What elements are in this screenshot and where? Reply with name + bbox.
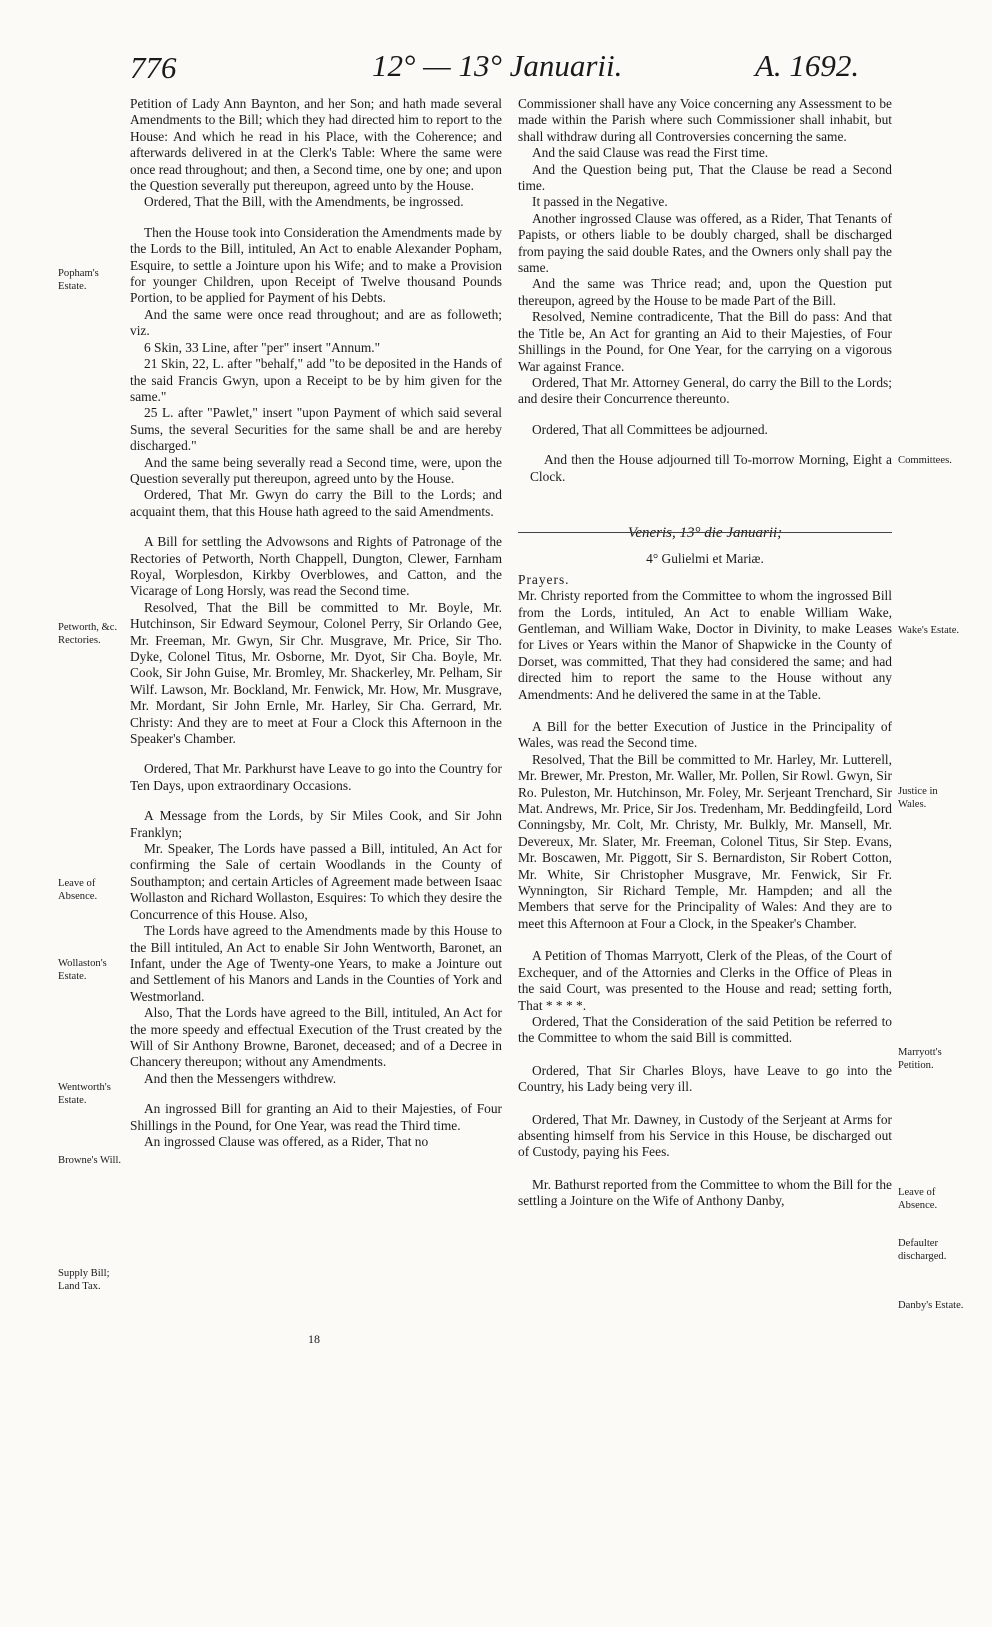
margin-note: Petworth, &c. Rectories.: [58, 622, 118, 646]
paragraph: A Message from the Lords, by Sir Miles Cook, and Sir John Franklyn;: [130, 808, 502, 840]
regnal-year: 4° Gulielmi et Mariæ.: [646, 551, 764, 567]
page-date-heading: 12° — 13° Januarii.: [372, 48, 623, 83]
paragraph: Commissioner shall have any Voice concerning any Assessment to be made within the Parish where such Commissioner shall inhabit, but shall withdraw during all Controversies concerning the same.: [518, 96, 892, 144]
margin-note: Danby's Estate.: [898, 1300, 964, 1311]
paragraph: Resolved, That the Bill be committed to Mr. Harley, Mr. Lutterell, Mr. Brewer, Mr. Preston, Mr. Waller, Mr. Pollen, Sir Rowl. Gwyn, Sir Ro. Puleston, Mr. Hutchinson, Mr. Foley, Mr. Serjeant Trenchard, Sir Mat. Andrews, Mr. Price, Sir Jos. Tredenham, Mr. Beddingfeild, Lord Conningsby, Mr. Colt, Mr. Christy, Mr. Bulkly, Mr. Mansell, Mr. Devereux, Mr. Slater, Mr. Freeman, Colonel Titus, Sir Step. Evans, Mr. Boscawen, Mr. Piggott, Sir S. Bernardiston, Sir Robert Cotton, Mr. White, Sir Christopher Musgrave, Mr. Fenwick, Sir Fr. Wynnington, Sir Richard Temple, Mr. Hampden; and all the Members that serve for the Principality of Wales: And they are to meet this Afternoon at Four a Clock, in the Speaker's Chamber.: [518, 751, 892, 931]
signature-mark: 18: [308, 1332, 320, 1346]
margin-note: Leave of Absence.: [898, 1187, 938, 1211]
paragraph: A Bill for settling the Advowsons and Rights of Patronage of the Rectories of Petworth, North Chappell, Dungton, Clewer, Farnham Royal, Worplesdon, Kirkby Overblowes, and Catton, and the Vicarage of Long Horsly, was read the Second time.: [130, 534, 502, 599]
paragraph: It passed in the Negative.: [532, 194, 668, 210]
paragraph: Mr. Bathurst reported from the Committee to whom the Bill for the settling a Jointure on the Wife of Anthony Danby,: [518, 1176, 892, 1209]
section-divider: [518, 532, 892, 533]
margin-note: Committees.: [898, 455, 952, 466]
margin-note: Wollaston's Estate.: [58, 958, 107, 982]
paragraph: Ordered, That the Bill, with the Amendments, be ingrossed.: [144, 194, 464, 210]
margin-note: Marryott's Petition.: [898, 1047, 942, 1071]
paragraph: And the same was Thrice read; and, upon the Question put thereupon, agreed by the House to be made Part of the Bill.: [518, 276, 892, 308]
paragraph: A Petition of Thomas Marryott, Clerk of the Pleas, of the Court of Exchequer, and of the Attornies and Clerks in the Office of Pleas in the said Court, was presented to the House and read; setting forth, That * * * *.: [518, 948, 892, 1013]
page-number: 776: [130, 50, 177, 85]
prayers-heading: Prayers.: [518, 571, 570, 587]
paragraph: Ordered, That all Committees be adjourned.: [532, 421, 768, 437]
paragraph: Mr. Christy reported from the Committee to whom the ingrossed Bill from the Lords, intituled, An Act to enable William Wake, Gentleman, and William Wake, Doctor in Divinity, to make Leases for Lives or Years within the Manor of Shapwicke in the County of Dorset, was committed, That they had considered the same; and had directed him to report the same to the House without any Amendments: And he delivered the same in at the Table.: [518, 588, 892, 702]
paragraph: 25 L. after "Pawlet," insert "upon Payment of which said several Sums, the several Securities for the same shall be and are hereby discharged.": [130, 405, 502, 454]
paragraph: And the same were once read throughout; and are as followeth; viz.: [130, 306, 502, 339]
paragraph: And the Question being put, That the Clause be read a Second time.: [518, 161, 892, 194]
paragraph: Mr. Speaker, The Lords have passed a Bill, intituled, An Act for confirming the Sale of certain Woodlands in the County of Southampton; and certain Articles of Agreement made between Isaac Wollaston and Richard Wollaston, Esquires: To which they desire the Concurrence of this House. Also,: [130, 841, 502, 922]
paragraph: And then the House adjourned till To-morrow Morning, Eight a Clock.: [530, 452, 892, 484]
paragraph: Ordered, That Mr. Parkhurst have Leave to go into the Country for Ten Days, upon extraordinary Occasions.: [130, 761, 502, 793]
page-year: A. 1692.: [755, 48, 860, 83]
margin-note: Justice in Wales.: [898, 786, 938, 810]
margin-note: Supply Bill; Land Tax.: [58, 1268, 110, 1292]
margin-note: Popham's Estate.: [58, 268, 99, 292]
paragraph: Ordered, That Mr. Attorney General, do carry the Bill to the Lords; and desire their Concurrence thereunto.: [518, 374, 892, 407]
margin-note: Wake's Estate.: [898, 625, 960, 636]
paragraph: Resolved, That the Bill be committed to Mr. Boyle, Mr. Hutchinson, Sir Edward Seymour, Colonel Perry, Sir Orlando Gee, Mr. Freeman, Mr. Gwyn, Sir Chr. Musgrave, Mr. Price, Sir Tho. Dyke, Colonel Titus, Mr. Osborne, Mr. Dyot, Sir Cha. Boyle, Mr. Cook, Sir John Guise, Mr. Bromley, Mr. Shackerley, Mr. Pelham, Sir Wilf. Lawson, Mr. Bockland, Mr. Fenwick, Mr. How, Mr. Musgrave, Mr. Mordant, Sir John Ernle, Mr. Harley, Sir Cha. Gerrard, Mr. Christy: And they are to meet at Four a Clock this Afternoon in the Speaker's Chamber.: [130, 599, 502, 747]
paragraph: Another ingrossed Clause was offered, as a Rider, That Tenants of Papists, or others liable to be doubly charged, shall be discharged from paying the said double Rates, and the Owners only shall pay the same.: [518, 210, 892, 276]
paragraph: Petition of Lady Ann Baynton, and her Son; and hath made several Amendments to the Bill; which they had directed him to report to the House: And which he read in his Place, with the Coherence; and afterwards delivered in at the Clerk's Table: Where the same were once read throughout; and then, a Second time, one by one; and upon the Question severally put thereupon, agreed unto by the House.: [130, 96, 502, 194]
paragraph: Also, That the Lords have agreed to the Bill, intituled, An Act for the more speedy and effectual Execution of the Trust created by the Will of Sir Anthony Browne, Baronet, deceased; and of a Decree in Chancery thereupon; without any Amendments.: [130, 1005, 502, 1070]
paragraph: And then the Messengers withdrew.: [144, 1070, 337, 1086]
paragraph: 21 Skin, 22, L. after "behalf," add "to be deposited in the Hands of the said Francis Gwyn, upon a Receipt to be by him given for the same.": [130, 356, 502, 404]
right-column: [518, 96, 892, 1210]
paragraph: Resolved, Nemine contradicente, That the Bill do pass: And that the Title be, An Act for granting an Aid to their Majesties, of Four Shillings in the Pound, for One Year, for the carrying on a vigorous War against France.: [518, 309, 892, 374]
margin-note: Leave of Absence.: [58, 878, 98, 902]
paragraph: An ingrossed Bill for granting an Aid to their Majesties, of Four Shillings in the Pound, for One Year, was read the Third time.: [130, 1101, 502, 1133]
paragraph: And the said Clause was read the First time.: [532, 145, 769, 161]
margin-note: Wentworth's Estate.: [58, 1082, 111, 1106]
paragraph: An ingrossed Clause was offered, as a Rider, That no: [144, 1133, 429, 1149]
paragraph: Ordered, That the Consideration of the said Petition be referred to the Committee to whom the said Bill is committed.: [518, 1013, 892, 1046]
paragraph: Ordered, That Mr. Dawney, in Custody of the Serjeant at Arms for absenting himself from his Service in this House, be discharged out of Custody, paying his Fees.: [518, 1111, 892, 1160]
margin-note: Defaulter discharged.: [898, 1238, 947, 1262]
day-heading: Veneris, 13° die Januarii;: [627, 524, 783, 541]
left-column: [130, 96, 502, 1150]
paragraph: Ordered, That Mr. Gwyn do carry the Bill to the Lords; and acquaint them, that this House hath agreed to the said Amendments.: [130, 487, 502, 519]
paragraph: Ordered, That Sir Charles Bloys, have Leave to go into the Country, his Lady being very ill.: [518, 1062, 892, 1095]
paragraph: Then the House took into Consideration the Amendments made by the Lords to the Bill, intituled, An Act to enable Alexander Popham, Esquire, to settle a Jointure upon his Wife; and to make a Provision for younger Children, upon Receipt of Twelve thousand Pounds Portion, to be applied for Payment of his Debts.: [130, 224, 502, 306]
paragraph: 6 Skin, 33 Line, after "per" insert "Annum.": [144, 339, 381, 355]
paragraph: A Bill for the better Execution of Justice in the Principality of Wales, was read the Second time.: [518, 719, 892, 751]
margin-note: Browne's Will.: [58, 1155, 122, 1166]
paragraph: And the same being severally read a Second time, were, upon the Question severally put thereupon, agreed unto by the House.: [130, 454, 502, 486]
paragraph: The Lords have agreed to the Amendments made by this House to the Bill intituled, An Act to enable Sir John Wentworth, Baronet, an Infant, under the Age of Twenty-one Years, to make a Jointure out and Settlement of his Manors and Lands in the Counties of York and Westmorland.: [130, 923, 502, 1004]
